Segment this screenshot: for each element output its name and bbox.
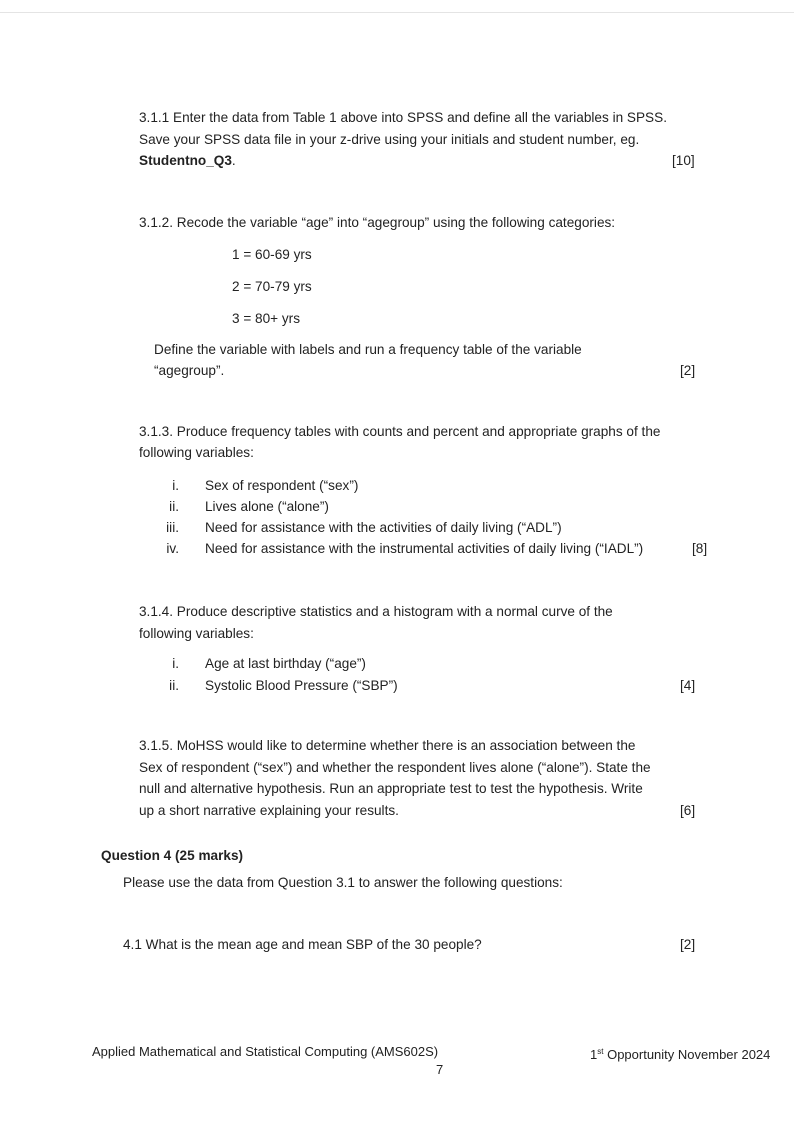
- category-2: 2 = 70-79 yrs: [232, 279, 312, 294]
- list-item: Lives alone (“alone”): [205, 499, 329, 514]
- list-item: Sex of respondent (“sex”): [205, 478, 359, 493]
- q313-line-2: following variables:: [139, 445, 254, 460]
- opportunity-suffix: st: [597, 1047, 604, 1056]
- q311-marks: [10]: [672, 153, 695, 168]
- question-4-intro: Please use the data from Question 3.1 to answer the following questions:: [123, 875, 563, 890]
- q315-line-3: null and alternative hypothesis. Run an appropriate test to test the hypothesis. Write: [139, 781, 643, 796]
- q312-marks: [2]: [680, 363, 696, 378]
- item-number: ii.: [169, 678, 179, 693]
- list-item: Age at last birthday (“age”): [205, 656, 366, 671]
- question-4-heading: Question 4 (25 marks): [101, 848, 244, 863]
- list-item: Systolic Blood Pressure (“SBP”): [205, 678, 398, 693]
- q311-line-2: Save your SPSS data file in your z-drive using your initials and student number, eg.: [139, 132, 640, 147]
- q312-line-1: Define the variable with labels and run a frequency table of the variable: [154, 342, 582, 357]
- opportunity-text: Opportunity November 2024: [603, 1047, 771, 1062]
- q315-line-1: 3.1.5. MoHSS would like to determine whether there is an association between the: [139, 738, 636, 753]
- q313-line-1: 3.1.3. Produce frequency tables with counts and percent and appropriate graphs of the: [139, 424, 661, 439]
- q311-line-1: 3.1.1 Enter the data from Table 1 above into SPSS and define all the variables in SPSS.: [139, 110, 667, 125]
- list-item: Need for assistance with the activities of daily living (“ADL”): [205, 520, 562, 535]
- category-3: 3 = 80+ yrs: [232, 311, 301, 326]
- footer-opportunity: [590, 1043, 770, 1064]
- page-number: 7: [436, 1062, 444, 1077]
- item-number: ii.: [169, 499, 179, 514]
- file-name-example: Studentno_Q3: [139, 153, 232, 168]
- q313-marks: [8]: [692, 541, 708, 556]
- page-top-border: [0, 12, 794, 13]
- item-number: i.: [172, 478, 179, 493]
- q314-line-2: following variables:: [139, 626, 254, 641]
- opportunity-number: 1: [590, 1047, 598, 1062]
- question-4-1: 4.1 What is the mean age and mean SBP of the 30 people?: [123, 937, 482, 952]
- footer-course: Applied Mathematical and Statistical Computing (AMS602S): [92, 1044, 439, 1059]
- item-number: iv.: [166, 541, 179, 556]
- category-1: 1 = 60-69 yrs: [232, 247, 312, 262]
- q311-line-3: [139, 152, 236, 170]
- period: .: [231, 153, 236, 168]
- q315-line-4: up a short narrative explaining your results.: [139, 803, 399, 818]
- q314-line-1: 3.1.4. Produce descriptive statistics and a histogram with a normal curve of the: [139, 604, 613, 619]
- q315-line-2: Sex of respondent (“sex”) and whether the respondent lives alone (“alone”). State the: [139, 760, 651, 775]
- q312-line-2: “agegroup”.: [154, 363, 225, 378]
- q315-marks: [6]: [680, 803, 696, 818]
- list-item: Need for assistance with the instrumental activities of daily living (“IADL”): [205, 541, 644, 556]
- item-number: i.: [172, 656, 179, 671]
- q314-marks: [4]: [680, 678, 696, 693]
- q312-intro: 3.1.2. Recode the variable “age” into “agegroup” using the following categories:: [139, 215, 616, 230]
- q41-marks: [2]: [680, 937, 696, 952]
- item-number: iii.: [166, 520, 179, 535]
